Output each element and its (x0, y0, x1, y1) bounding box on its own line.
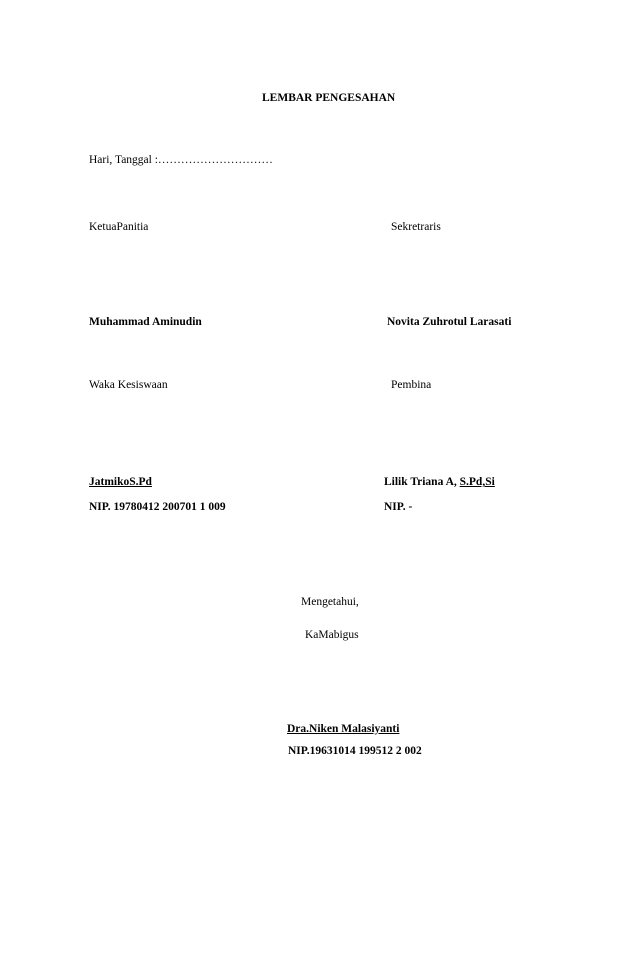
pembina-name (384, 477, 495, 489)
approval-name: Dra.Niken Malasiyanti (287, 723, 400, 735)
waka-name: JatmikoS.Pd (89, 476, 152, 488)
pembina-role: Pembina (391, 379, 432, 391)
sekretaris-name: Novita Zuhrotul Larasati (387, 316, 512, 328)
approval-role: KaMabigus (305, 629, 359, 641)
date-line: Hari, Tanggal :………………………… (89, 154, 273, 166)
waka-role: Waka Kesiswaan (89, 379, 168, 391)
waka-nip: NIP. 19780412 200701 1 009 (89, 501, 226, 513)
page-title: LEMBAR PENGESAHAN (262, 92, 396, 104)
ketua-role: KetuaPanitia (89, 221, 149, 233)
sekretaris-role: Sekretraris (391, 221, 441, 233)
pembina-name-degree: S.Pd,Si (459, 476, 495, 488)
approval-label: Mengetahui, (301, 596, 359, 608)
pembina-nip: NIP. - (384, 501, 413, 513)
ketua-name: Muhammad Aminudin (89, 316, 202, 328)
approval-nip: NIP.19631014 199512 2 002 (288, 745, 422, 757)
pembina-name-main: Lilik Triana A, (384, 476, 460, 488)
